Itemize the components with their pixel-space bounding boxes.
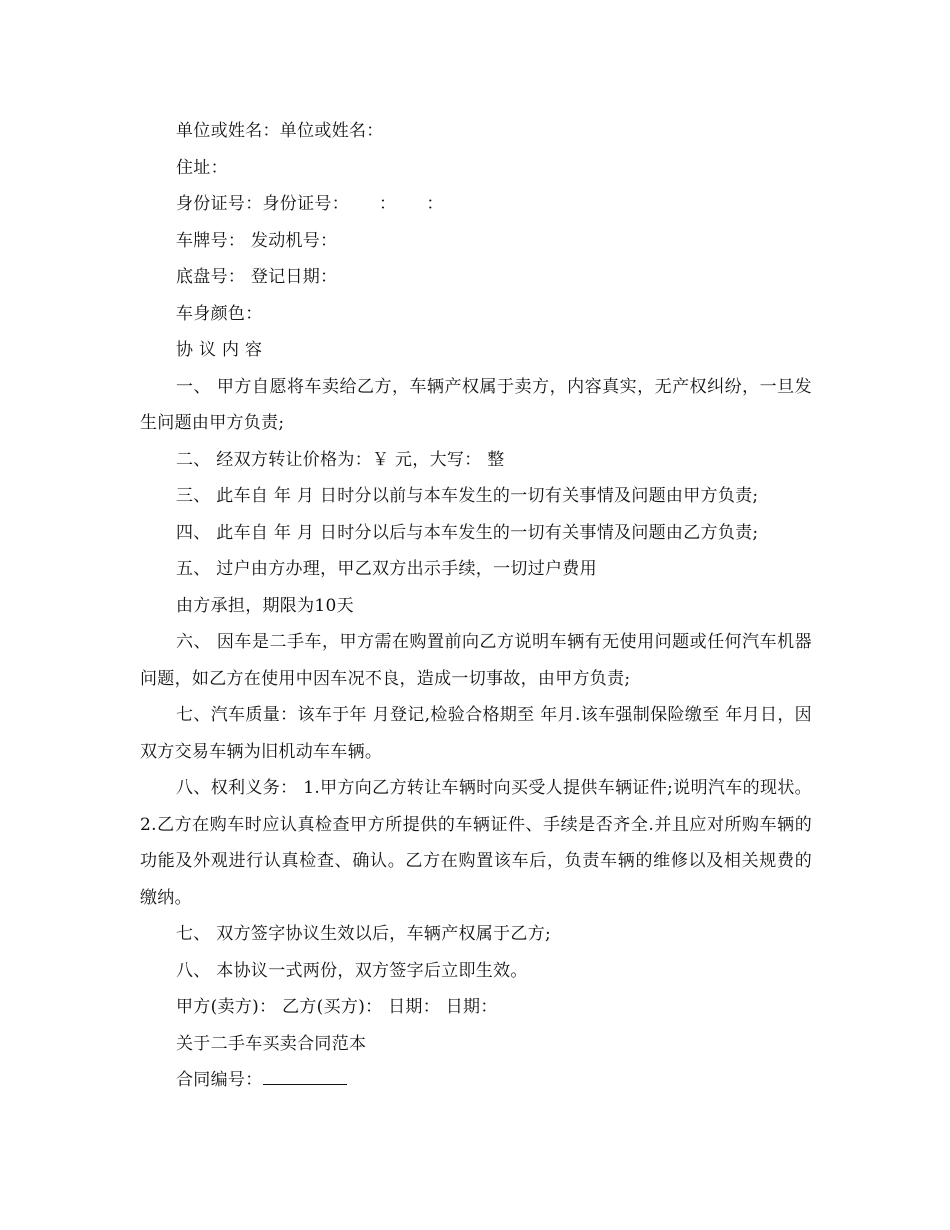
party-id-line	[140, 186, 812, 223]
clause-2: 二、 经双方转让价格为：￥ 元，大写： 整	[176, 449, 505, 470]
clause-5-line-1: 五、 过户由方办理，甲乙双方出示手续，一切过户费用	[176, 559, 597, 579]
clause-6: 六、 因车是二手车，甲方需在购置前向乙方说明车辆有无使用问题或任何汽车机器问题，如乙方在使用中因车况不良，造成一切事故，由甲方负责;	[140, 632, 812, 689]
next-contract-title: 关于二手车买卖合同范本	[176, 1033, 367, 1054]
signature-line: 甲方(卖方)： 乙方(买方)： 日期： 日期：	[176, 997, 498, 1017]
party-address-line: 住址：	[176, 157, 228, 178]
contract-number-label: 合同编号：	[176, 1070, 263, 1090]
party-name-line: 单位或姓名：单位或姓名：	[176, 121, 384, 141]
plate-engine-line: 车牌号： 发动机号：	[176, 230, 338, 251]
body-color-line: 车身颜色：	[176, 303, 263, 324]
id-label: 身份证号：身份证号：	[176, 194, 349, 214]
chassis-date-line: 底盘号： 登记日期：	[176, 267, 338, 287]
contract-number-blank	[263, 1062, 347, 1085]
contract-number-line	[140, 1062, 812, 1099]
clause-vehicle-quality: 七、汽车质量：该车于年 月登记,检验合格期至 年月.该车强制保险缴至 年月日，因双方交易车辆为旧机动车车辆。	[140, 705, 812, 762]
contract-body	[140, 113, 812, 1099]
clause-copies: 八、 本协议一式两份，双方签字后立即生效。	[176, 960, 528, 981]
agreement-heading: 协 议 内 容	[176, 340, 263, 360]
clause-5-line-2: 由方承担，期限为10天	[176, 595, 354, 616]
id-colon-1: ：	[379, 194, 397, 214]
clause-rights-obligations: 八、权利义务： 1.甲方向乙方转让车辆时向买受人提供车辆证件;说明汽车的现状。 2.乙方在购车时应认真检查甲方所提供的车辆证件、手续是否齐全.并且应对所购车辆的功能及外观进行认真检查、确认。乙方在购置该车后，负责车辆的维修以及相关规费的缴纳。	[140, 778, 812, 908]
clause-1: 一、 甲方自愿将车卖给乙方，车辆产权属于卖方，内容真实，无产权纠纷，一旦发生问题由甲方负责;	[140, 376, 812, 433]
id-colon-2: ：	[426, 194, 444, 214]
clause-3: 三、 此车自 年 月 日时分以前与本车发生的一切有关事情及问题由甲方负责;	[176, 486, 759, 506]
clause-4: 四、 此车自 年 月 日时分以后与本车发生的一切有关事情及问题由乙方负责;	[176, 522, 759, 543]
clause-signing-effect: 七、 双方签字协议生效以后，车辆产权属于乙方;	[176, 924, 552, 944]
